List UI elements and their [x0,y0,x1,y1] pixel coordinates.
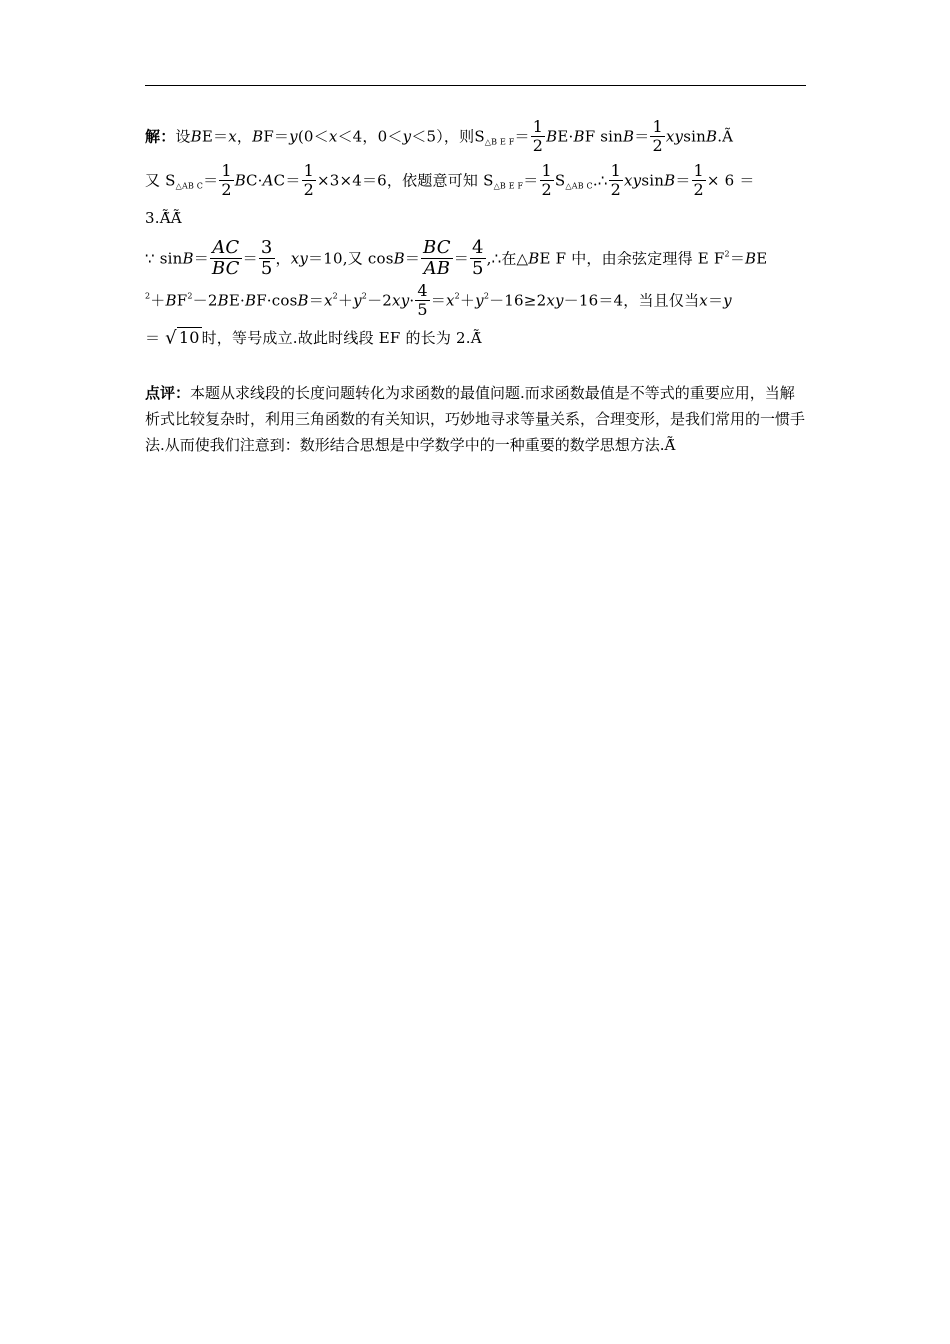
solution-line-6: ＝ √ 10 时，等号成立.故此时线段 EF 的长为 2.Ã̃ [145,327,482,349]
square-root: √ 10 [165,327,200,349]
solution-line-1: 解：设BE＝x，BF＝y(0＜x＜4，0＜y＜5），则$S_{\triangle B E F}=$ $\frac{1}{2}$ BE·BF sinB＝ $\frac{1}{2}$ xysinB.Ã [145,117,734,155]
solution-block [145,118,806,458]
fraction: $\frac{1}{2}$ [303,161,314,199]
fraction: $\frac{1}{2}$ [610,161,621,199]
solution-line-2: 又 $S_{\triangle AB C}=$ $\frac{1}{2}$ BC·AC＝ $\frac{1}{2}$ ×3×4＝6，依题意可知 $S_{\triangle B E F}=$ $\frac{1}{2}$ $S_{\triangle AB C}.\therefore$ $\frac{1}{2}$ xysinB＝ $\frac{1}{2}$ × 6 ＝ [145,161,755,199]
solution-line-3: 3.Ã̃Ã̃ [145,209,182,227]
comment-paragraph [145,380,806,458]
fraction: $\frac{4}{5}$ [417,281,428,319]
fraction: $\frac{1}{2}$ [532,117,544,155]
fraction: $\frac{1}{2}$ [541,161,552,199]
fraction: $\frac{AC}{BC}$ [211,237,240,279]
fraction: $\frac{4}{5}$ [471,237,484,279]
comment-label: 点评： [145,384,191,402]
solution-label: 解： [145,127,176,146]
solution-line-5: $^2+BF^2-2BE\cdot BF\cdot\cos B=x^2+y^2-2xy\cdot$ $\frac{4}{5}$ $=x^2+y^2-16\ge 2xy-16=4$，当且仅当x＝y [145,281,732,319]
comment-text: 本题从求线段的长度问题转化为求函数的最值问题.而求函数最值是不等式的重要应用，当解析式比较复杂时，利用三角函数的有关知识，巧妙地寻求等量关系，合理变形，是我们常用的一惯手法.从而使我们注意到：数形结合思想是中学数学中的一种重要的数学思想方法.Ã̃ [145,384,806,454]
fraction: $\frac{1}{2}$ [652,117,663,155]
fraction: $\frac{1}{2}$ [693,161,704,199]
fraction: $\frac{1}{2}$ [221,161,232,199]
header-rule [145,85,806,86]
fraction: $\frac{3}{5}$ [260,237,273,279]
solution-line-4: ∵ sinB＝ $\frac{AC}{BC}$ ＝ $\frac{3}{5}$ ，xy＝10,又 cosB＝ $\frac{BC}{AB}$ ＝ $\frac{4}{5}$ ,∴在△BE F 中，由余弦定理得 E $F^2=BE$ [145,237,768,279]
fraction: $\frac{BC}{AB}$ [423,237,451,279]
